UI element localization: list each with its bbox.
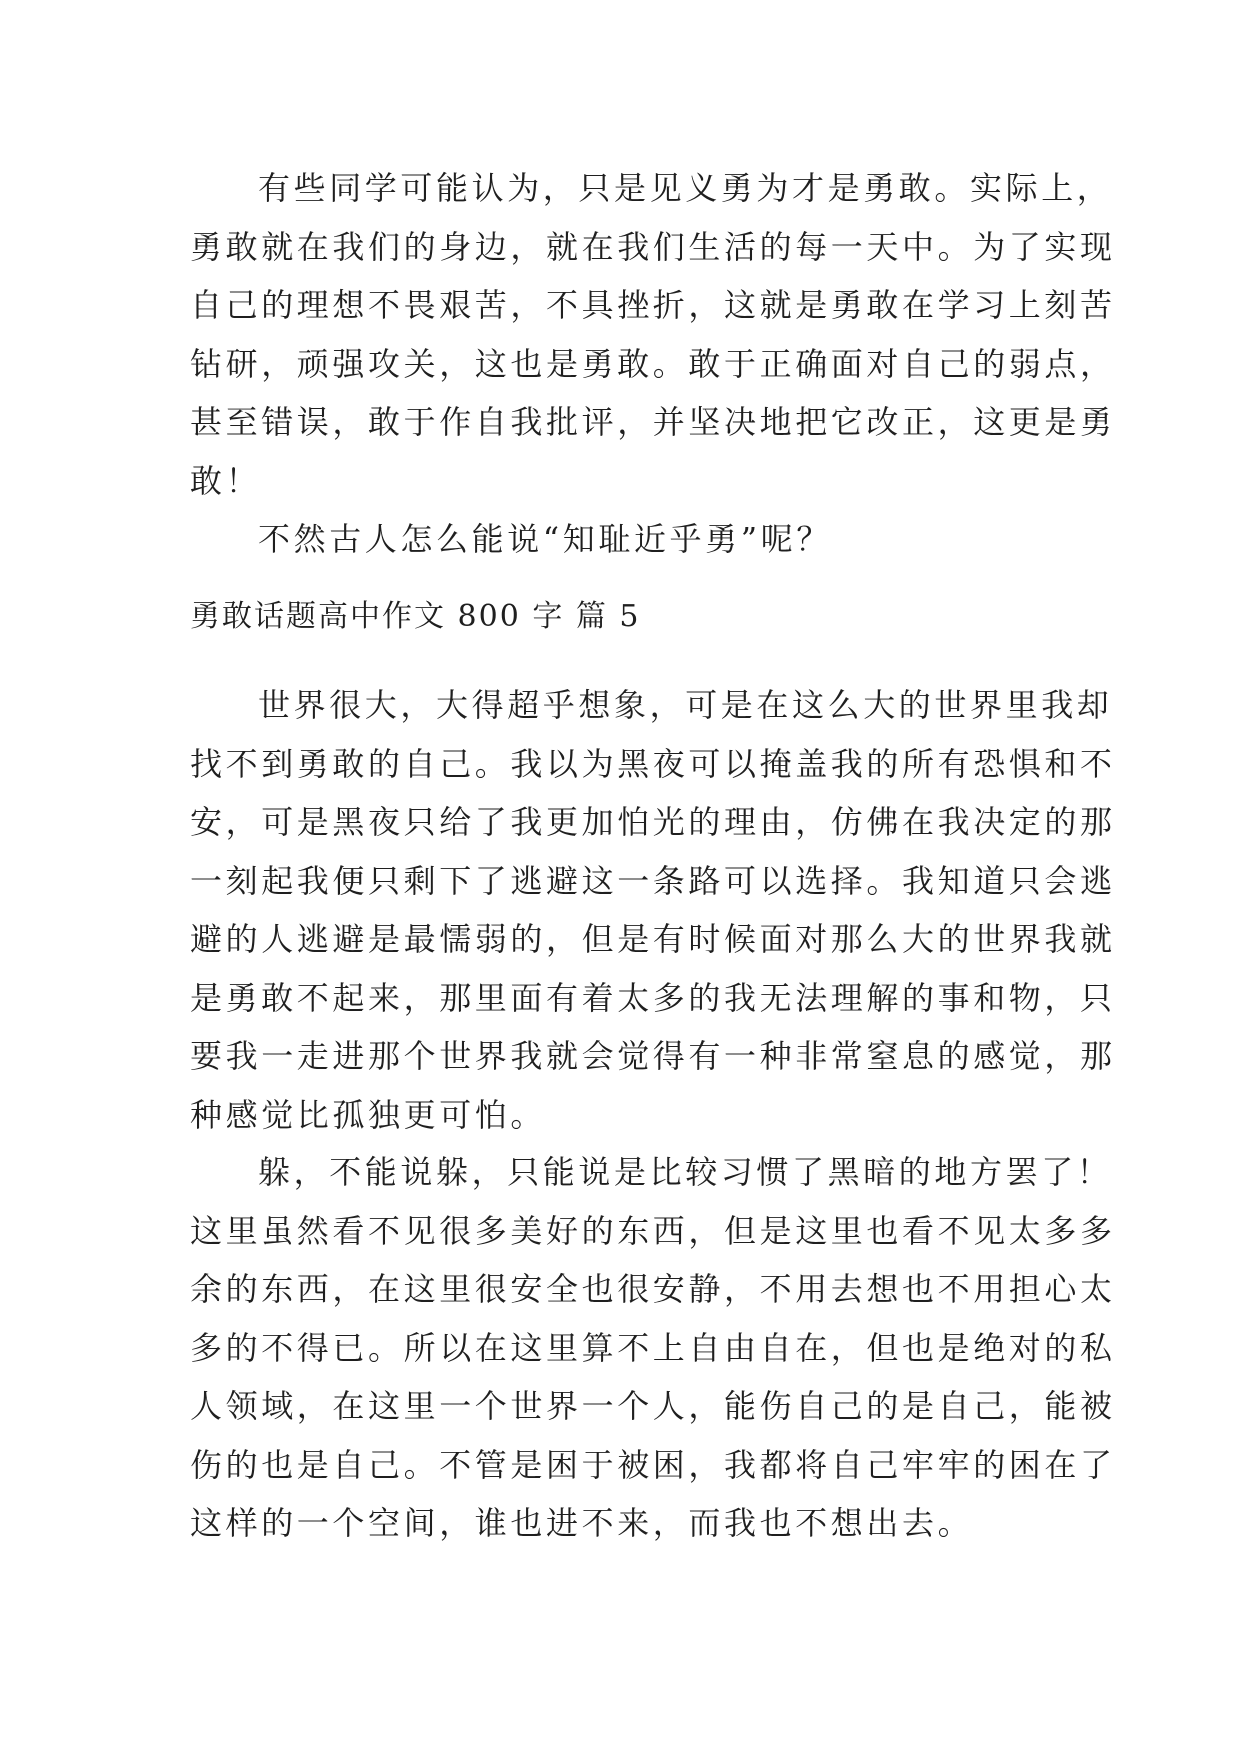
text-line: 种感觉比孤独更可怕。: [190, 1095, 547, 1134]
section-a-paragraph-2: [190, 510, 1070, 569]
text-line: 自己的理想不畏艰苦，不具挫折，这就是勇敢在学习上刻苦: [190, 286, 1116, 324]
text-line: 伤的也是自己。不管是困于被困，我都将自己牢牢的困在了: [190, 1445, 1116, 1484]
section-b-paragraph-2: [190, 1143, 1116, 1553]
section-a-paragraph-1: [190, 159, 1116, 510]
text-line: 勇敢就在我们的身边，就在我们生活的每一天中。为了实现: [190, 227, 1116, 266]
text-line: 找不到勇敢的自己。我以为黑夜可以掩盖我的所有恐惧和不: [190, 744, 1116, 783]
text-line: 要我一走进那个世界我就会觉得有一种非常窒息的感觉，那: [190, 1037, 1116, 1075]
text-line: 甚至错误，敢于作自我批评，并坚决地把它改正，这更是勇: [190, 403, 1116, 441]
section-heading: 勇敢话题高中作文 800 字 篇 5: [190, 599, 641, 634]
text-line: 敢！: [190, 461, 262, 500]
text-line: 有些同学可能认为，只是见义勇为才是勇敢。实际上，: [258, 169, 1113, 207]
text-line: 不然古人怎么能说“知耻近乎勇”呢？: [258, 520, 832, 558]
text-line: 钻研，顽强攻关，这也是勇敢。敢于正确面对自己的弱点，: [190, 344, 1116, 383]
text-line: 避的人逃避是最懦弱的，但是有时候面对那么大的世界我就: [190, 920, 1116, 958]
text-line: 世界很大，大得超乎想象，可是在这么大的世界里我却: [258, 686, 1113, 724]
text-line: 躲，不能说躲，只能说是比较习惯了黑暗的地方罢了！: [258, 1153, 1113, 1191]
text-line: 多的不得已。所以在这里算不上自由自在，但也是绝对的私: [190, 1328, 1116, 1367]
text-line: 这样的一个空间，谁也进不来，而我也不想出去。: [190, 1504, 974, 1542]
text-line: 是勇敢不起来，那里面有着太多的我无法理解的事和物，只: [190, 978, 1116, 1017]
text-line: 这里虽然看不见很多美好的东西，但是这里也看不见太多多: [190, 1211, 1116, 1250]
text-line: 安，可是黑夜只给了我更加怕光的理由，仿佛在我决定的那: [190, 803, 1116, 841]
text-line: 人领域，在这里一个世界一个人，能伤自己的是自己，能被: [190, 1387, 1116, 1425]
section-b-paragraph-1: [190, 676, 1116, 1144]
text-line: 一刻起我便只剩下了逃避这一条路可以选择。我知道只会逃: [190, 861, 1116, 900]
text-line: 余的东西，在这里很安全也很安静，不用去想也不用担心太: [190, 1270, 1116, 1308]
